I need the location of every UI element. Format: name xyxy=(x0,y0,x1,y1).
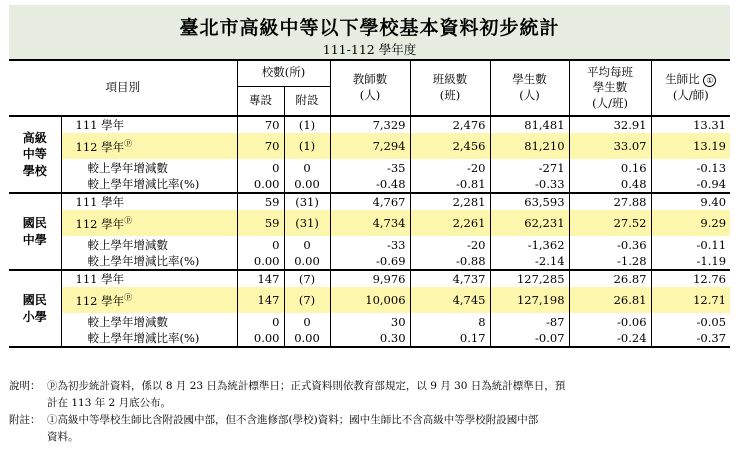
table-cell: 127,285 xyxy=(490,270,569,287)
table-cell: 13.19 xyxy=(693,139,727,153)
table-cell: 70 xyxy=(237,133,284,159)
table-cell: 9.29 xyxy=(700,216,727,230)
table-cell: -0.69 xyxy=(330,253,410,270)
table-cell: -271 xyxy=(490,159,569,176)
table-cell: -0.81 xyxy=(410,176,490,193)
table-cell: 0.16 xyxy=(569,159,651,176)
table-cell: 27.88 xyxy=(569,193,651,210)
table-row xyxy=(9,270,730,287)
table-row xyxy=(9,330,730,347)
table-cell: 4,767 xyxy=(330,193,410,210)
table-cell: (31) xyxy=(284,193,330,210)
note-body: ①高級中等學校生師比含附設國中部，但不含進修部(學校)資料；國中生師比不含高級中等學校附設國中部 資料。 xyxy=(47,414,539,443)
header-avg-students: 平均每班 學生數 (人/班) xyxy=(569,60,651,116)
title-banner xyxy=(9,5,730,59)
group-name: 國民 中學 xyxy=(9,193,61,270)
row-label: 較上學年增減比率(%) xyxy=(61,330,237,347)
table-cell: -2.14 xyxy=(490,253,569,270)
table-cell: 13.31 xyxy=(693,118,727,132)
table-cell: 0.00 xyxy=(284,253,330,270)
table-cell: 59 xyxy=(237,210,284,236)
table-cell: 0 xyxy=(237,236,284,253)
table-cell: 7,294 xyxy=(330,133,410,159)
table-cell: 0.00 xyxy=(237,176,284,193)
table-cell: -0.88 xyxy=(410,253,490,270)
table-row xyxy=(9,193,730,210)
table-cell: 81,481 xyxy=(490,116,569,133)
table-cell: 27.52 xyxy=(569,210,651,236)
table-cell: 26.81 xyxy=(569,287,651,313)
table-row xyxy=(9,176,730,193)
table-cell: -35 xyxy=(330,159,410,176)
table-cell: 2,456 xyxy=(410,133,490,159)
table-cell: -1,362 xyxy=(490,236,569,253)
table-row xyxy=(9,159,730,176)
table-cell: -0.24 xyxy=(569,330,651,347)
table-cell: -1.28 xyxy=(569,253,651,270)
table-cell: 0.00 xyxy=(284,330,330,347)
note-label: 附註： xyxy=(9,414,41,426)
row-label: 較上學年增減數 xyxy=(61,236,237,253)
table-cell: -20 xyxy=(410,159,490,176)
table-cell: 70 xyxy=(237,116,284,133)
table-cell: -33 xyxy=(330,236,410,253)
table-cell: 0 xyxy=(284,313,330,330)
header-schools-public: 專設 xyxy=(237,86,284,116)
table-cell: 33.07 xyxy=(569,133,651,159)
note xyxy=(9,412,730,446)
table-row xyxy=(9,133,730,159)
table-cell: 81,210 xyxy=(490,133,569,159)
table-cell: 2,476 xyxy=(410,116,490,133)
header-students: 學生數 (人) xyxy=(490,60,569,116)
table-cell: 0 xyxy=(237,159,284,176)
table-row xyxy=(9,210,730,236)
table-cell: 9,976 xyxy=(330,270,410,287)
table-row xyxy=(9,287,730,313)
header-schools-attached: 附設 xyxy=(284,86,330,116)
group-name: 高級 中等 學校 xyxy=(9,116,61,193)
table-row xyxy=(9,236,730,253)
table-cell: -0.06 xyxy=(569,313,651,330)
row-label: 較上學年增減數 xyxy=(61,159,237,176)
preliminary-mark: ⓟ xyxy=(124,215,133,225)
row-label: 較上學年增減數 xyxy=(61,313,237,330)
table-cell: 147 xyxy=(237,287,284,313)
table-cell: -0.05 xyxy=(696,314,727,329)
table-cell: 0.00 xyxy=(237,253,284,270)
note-label: 說明： xyxy=(9,380,41,392)
table-cell: 0 xyxy=(284,236,330,253)
table-cell: 2,281 xyxy=(410,193,490,210)
table-row xyxy=(9,253,730,270)
table-cell: -0.48 xyxy=(330,176,410,193)
row-label: 較上學年增減比率(%) xyxy=(61,176,237,193)
table-cell: 0 xyxy=(237,313,284,330)
page-title: 臺北市高級中等以下學校基本資料初步統計 xyxy=(179,17,560,39)
table-cell: -20 xyxy=(410,236,490,253)
page-subtitle: 111-112 學年度 xyxy=(322,42,417,57)
header-teachers: 教師數 (人) xyxy=(330,60,410,116)
table-cell: -0.13 xyxy=(696,160,727,175)
preliminary-mark: ⓟ xyxy=(124,138,133,148)
row-label: 112 學年ⓟ xyxy=(61,287,237,313)
row-label: 較上學年增減比率(%) xyxy=(61,253,237,270)
table-cell: (7) xyxy=(284,270,330,287)
table-cell: -0.07 xyxy=(490,330,569,347)
table-cell: 0.17 xyxy=(410,330,490,347)
table-cell: 4,745 xyxy=(410,287,490,313)
table-cell: 2,261 xyxy=(410,210,490,236)
table-cell: -0.36 xyxy=(569,236,651,253)
header-classes: 班級數 (班) xyxy=(410,60,490,116)
preliminary-mark: ⓟ xyxy=(124,292,133,302)
table-cell: 32.91 xyxy=(569,116,651,133)
table-cell: (7) xyxy=(284,287,330,313)
table-cell: 0.48 xyxy=(569,176,651,193)
table-cell: 0.30 xyxy=(330,330,410,347)
header-schools: 校數(所) xyxy=(237,60,330,86)
note xyxy=(9,378,730,412)
note-body: ⓟ為初步統計資料，係以 8 月 23 日為統計標準日；正式資料則依教育部規定，以 9 月 30 日為統計標準日，預 計在 113 年 2 月底公布。 xyxy=(47,380,566,409)
header-ratio: 生師比 ① (人/師) xyxy=(651,60,730,116)
row-label: 111 學年 xyxy=(61,270,237,287)
table-cell: (1) xyxy=(284,133,330,159)
table-cell: 0 xyxy=(284,159,330,176)
table-cell: 147 xyxy=(237,270,284,287)
row-label: 112 學年ⓟ xyxy=(61,133,237,159)
table-cell: (1) xyxy=(284,116,330,133)
row-label: 111 學年 xyxy=(61,116,237,133)
table-cell: 63,593 xyxy=(490,193,569,210)
table-cell: 62,231 xyxy=(490,210,569,236)
table-cell: (31) xyxy=(284,210,330,236)
table-cell: -0.94 xyxy=(651,176,730,193)
table-cell: 127,198 xyxy=(490,287,569,313)
table-cell: 0.00 xyxy=(237,330,284,347)
stats-table xyxy=(9,59,730,348)
row-label: 111 學年 xyxy=(61,193,237,210)
header-item: 項目別 xyxy=(9,60,237,116)
table-cell: -0.37 xyxy=(651,330,730,347)
table-cell: -87 xyxy=(490,313,569,330)
table-cell: 4,737 xyxy=(410,270,490,287)
table-cell: 30 xyxy=(330,313,410,330)
table-cell: 12.71 xyxy=(693,293,727,307)
table-cell: 9.40 xyxy=(700,195,727,209)
row-label: 112 學年ⓟ xyxy=(61,210,237,236)
table-cell: -0.11 xyxy=(696,237,727,252)
group-name: 國民 小學 xyxy=(9,270,61,347)
table-cell: 26.87 xyxy=(569,270,651,287)
table-cell: -1.19 xyxy=(651,253,730,270)
table-cell: -0.33 xyxy=(490,176,569,193)
table-row xyxy=(9,313,730,330)
table-cell: 7,329 xyxy=(330,116,410,133)
table-row xyxy=(9,116,730,133)
table-cell: 59 xyxy=(237,193,284,210)
table-cell: 12.76 xyxy=(693,272,727,286)
table-cell: 4,734 xyxy=(330,210,410,236)
table-cell: 8 xyxy=(410,313,490,330)
table-cell: 0.00 xyxy=(284,176,330,193)
table-cell: 10,006 xyxy=(330,287,410,313)
notes-section xyxy=(9,378,730,446)
